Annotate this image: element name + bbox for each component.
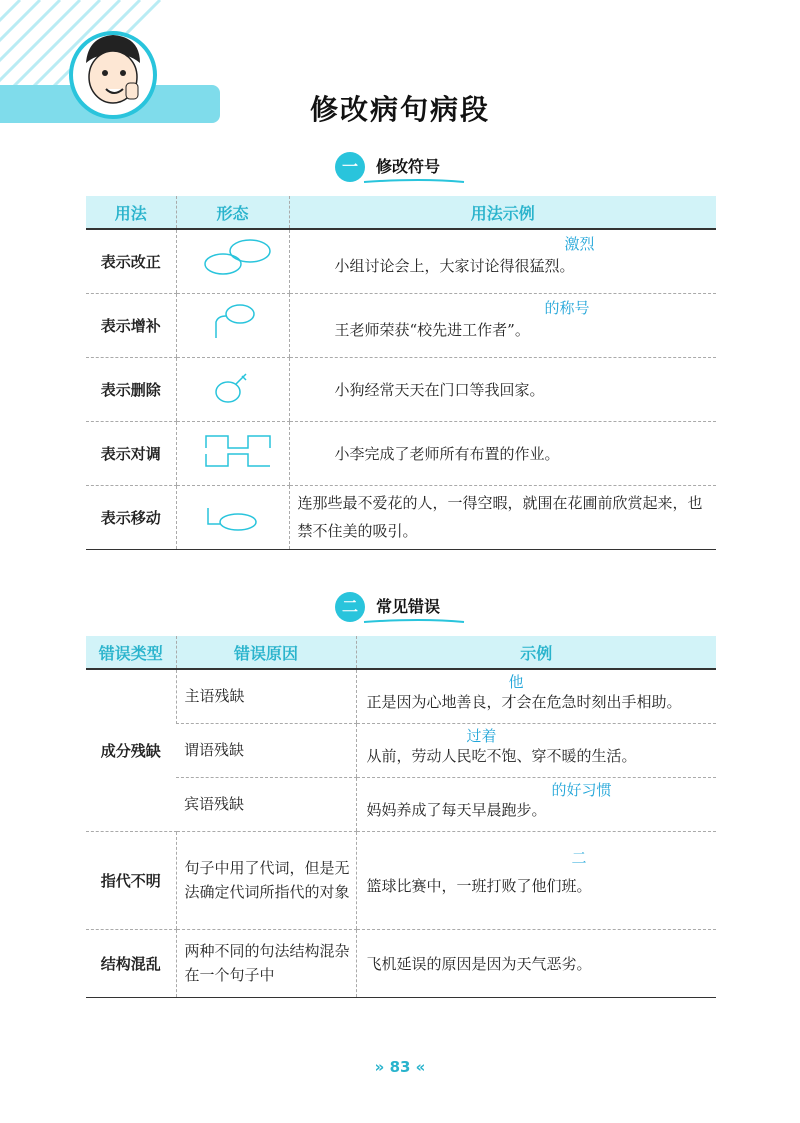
symbol-correct-icon [176,229,289,293]
error-type-label: 结构混乱 [86,929,176,997]
insertion-note: 的好习惯 [551,780,612,799]
example-sentence: 正是因为心地善良，才会在危急时刻出手相助。 [366,692,682,711]
insertion-note: 过着 [466,726,497,745]
insertion-note: 他 [508,672,524,691]
column-header: 错误原因 [176,636,356,669]
error-reason: 主语残缺 [176,669,356,723]
error-reason: 句子中用了代词，但是无法确定代词所指代的对象 [176,831,356,929]
usage-label: 表示对调 [86,421,176,485]
table-header-row [86,196,716,229]
error-reason: 宾语残缺 [176,777,356,831]
table-row [86,929,716,997]
column-header: 错误类型 [86,636,176,669]
error-reason: 两种不同的句法结构混杂在一个句子中 [176,929,356,997]
column-header: 示例 [356,636,716,669]
section-title: 常见错误 [376,597,441,616]
example-sentence: 小狗经常天天在门口等我回家。 [334,380,545,399]
error-reason: 谓语残缺 [176,723,356,777]
error-type-label: 指代不明 [86,831,176,929]
column-header: 用法示例 [289,196,716,229]
example-sentence: 连那些最不爱花的人，一得空暇，就围在花圃前欣赏起来，也禁不住美的吸引。 [297,494,703,540]
section-heading-symbols [0,150,800,184]
usage-label: 表示移动 [86,485,176,549]
errors-table [86,636,716,998]
table-row [86,723,716,777]
table-row [86,293,716,357]
table-row [86,357,716,421]
column-header: 用法 [86,196,176,229]
example-sentence: 小组讨论会上，大家讨论得很猛烈。 [334,256,575,275]
symbol-move-icon [176,485,289,549]
usage-label: 表示增补 [86,293,176,357]
symbol-insert-icon [176,293,289,357]
error-type-label: 成分残缺 [86,669,176,831]
table-row [86,421,716,485]
example-sentence: 飞机延误的原因是因为天气恶劣。 [366,954,592,973]
symbols-table [86,196,716,550]
table-row [86,485,716,549]
example-sentence: 篮球比赛中，一班打败了他们班。 [366,876,592,895]
table-row [86,777,716,831]
section-title: 修改符号 [376,157,441,176]
table-header-row [86,636,716,669]
section-badge: 二 [335,592,365,622]
arrow-left-icon: « [415,1058,426,1076]
table-row [86,831,716,929]
insertion-note: 的称号 [544,298,590,317]
table-row [86,229,716,293]
page-title: 修改病句病段 [309,93,490,126]
arrow-right-icon: » [374,1058,385,1076]
section-underline [362,616,466,624]
usage-label: 表示改正 [86,229,176,293]
example-sentence: 小李完成了老师所有布置的作业。 [334,444,560,463]
symbol-swap-icon [176,421,289,485]
section-underline [362,176,466,184]
section-badge: 一 [335,152,365,182]
page-number-value: 83 [389,1058,411,1076]
usage-label: 表示删除 [86,357,176,421]
example-sentence: 妈妈养成了每天早晨跑步。 [366,800,547,819]
symbol-delete-icon [176,357,289,421]
section-heading-errors [0,590,800,624]
example-sentence: 王老师荣获“校先进工作者”。 [334,320,530,339]
example-sentence: 从前，劳动人民吃不饱、穿不暖的生活。 [366,746,637,765]
table-row [86,669,716,723]
correction-note: 激烈 [564,234,595,253]
correction-note: 二 [571,848,587,867]
column-header: 形态 [176,196,289,229]
page-number [0,1058,800,1076]
